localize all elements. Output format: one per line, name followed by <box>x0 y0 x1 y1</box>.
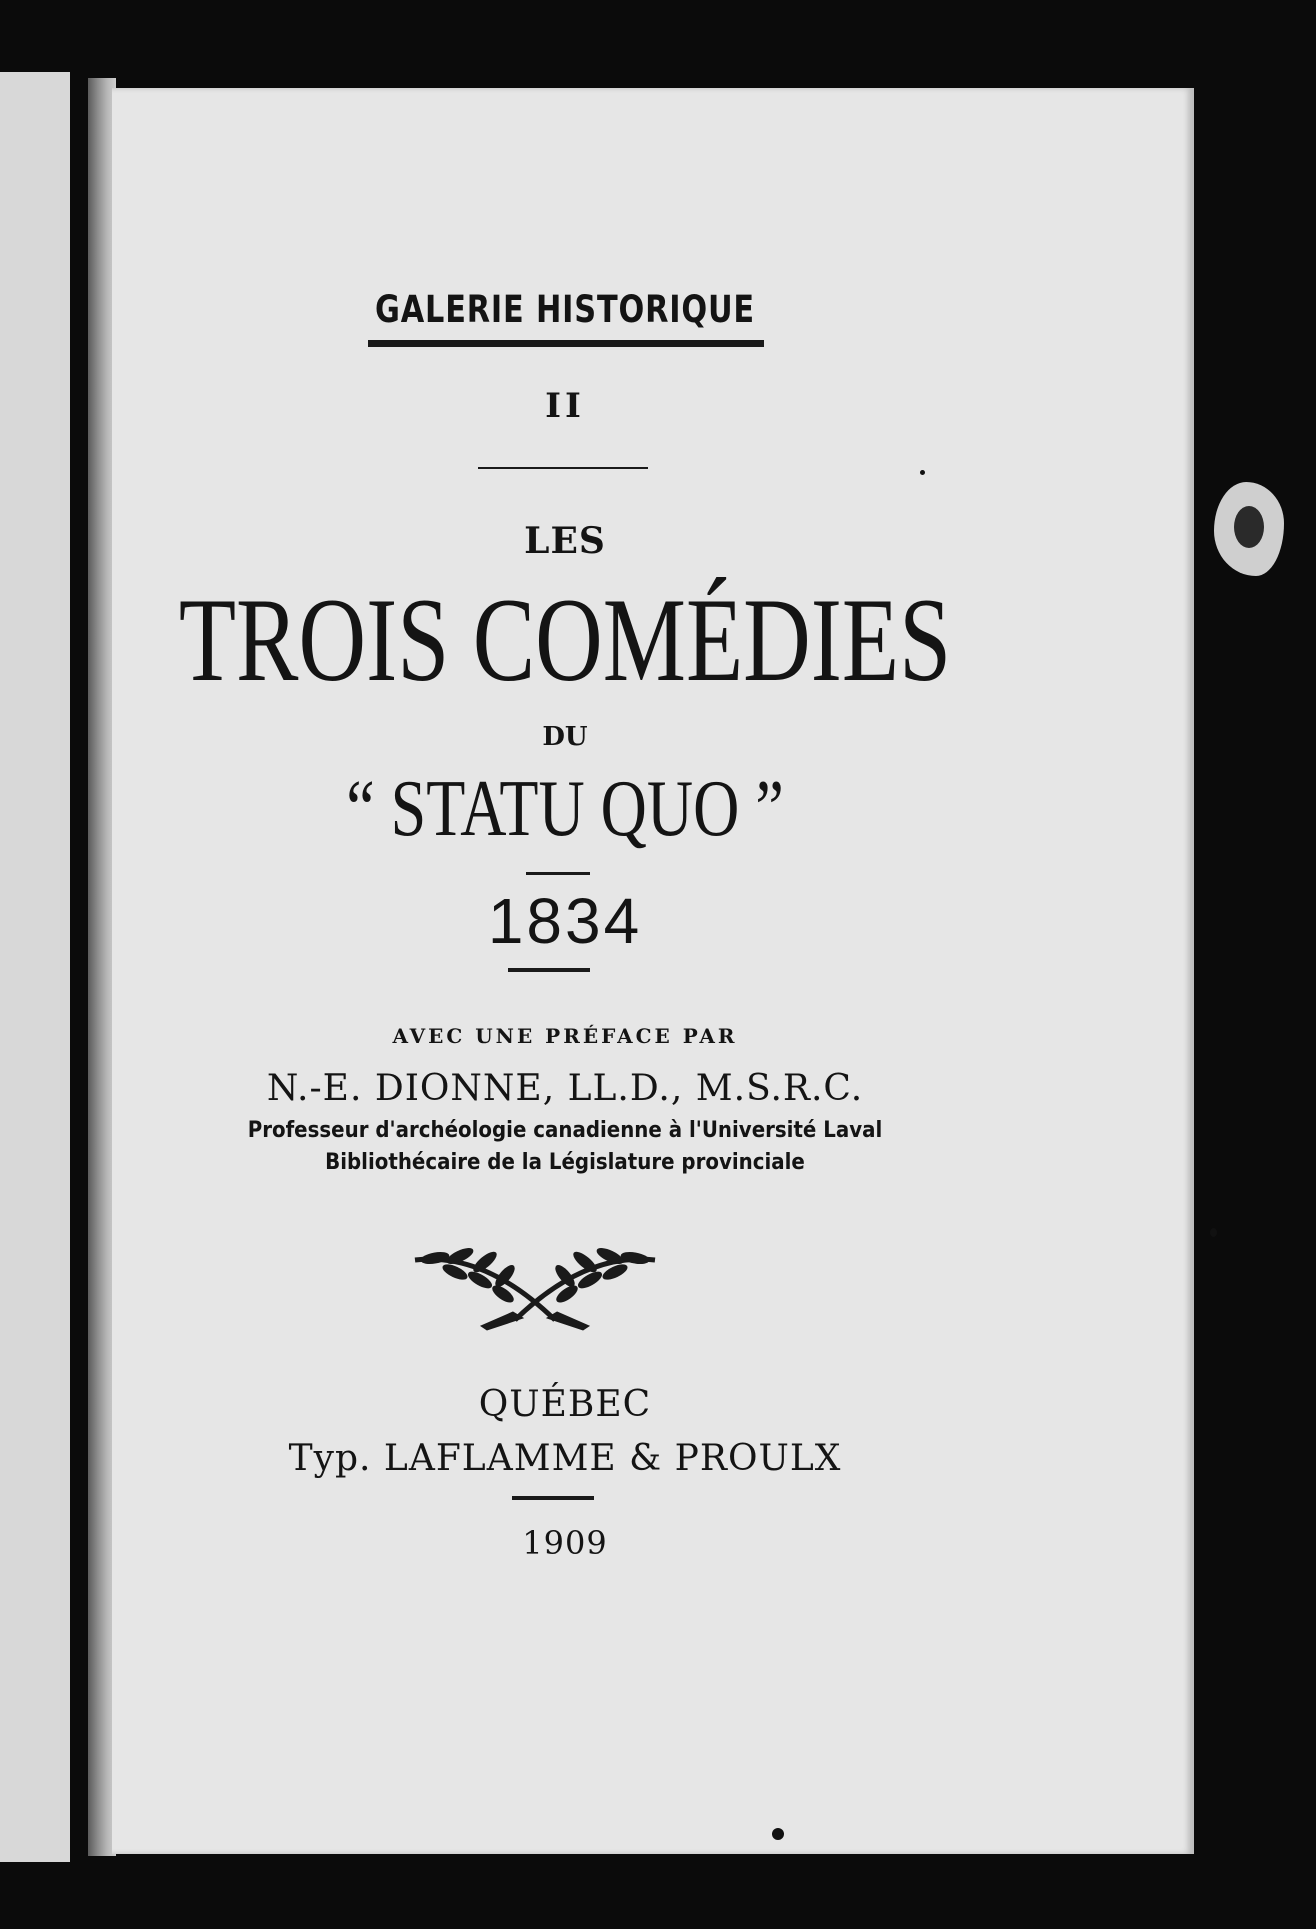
sub-title: “ STATU QUO ” <box>346 765 784 853</box>
title-year: 1834 <box>487 885 643 957</box>
preface-label: AVEC UNE PRÉFACE PAR <box>392 1024 738 1048</box>
publication-city: QUÉBEC <box>478 1384 652 1425</box>
publication-year: 1909 <box>522 1524 608 1562</box>
divider <box>478 467 648 469</box>
divider <box>508 968 590 972</box>
title-prefix: LES <box>524 520 606 562</box>
printer-name: Typ. LAFLAMME & PROULX <box>288 1438 842 1479</box>
series-underline <box>368 340 764 347</box>
divider <box>512 1496 594 1500</box>
author-affiliation: Bibliothécaire de la Législature provinciale <box>325 1150 805 1175</box>
series-title: GALERIE HISTORIQUE <box>375 288 755 331</box>
laurel-ornament-icon <box>405 1232 665 1332</box>
volume-number: II <box>545 386 585 426</box>
main-title: TROIS COMÉDIES <box>178 573 952 706</box>
author-name: N.-E. DIONNE, LL.D., M.S.R.C. <box>266 1068 864 1109</box>
title-connector: DU <box>542 722 588 752</box>
divider <box>526 872 590 875</box>
author-affiliation: Professeur d'archéologie canadienne à l'Université Laval <box>247 1118 883 1143</box>
